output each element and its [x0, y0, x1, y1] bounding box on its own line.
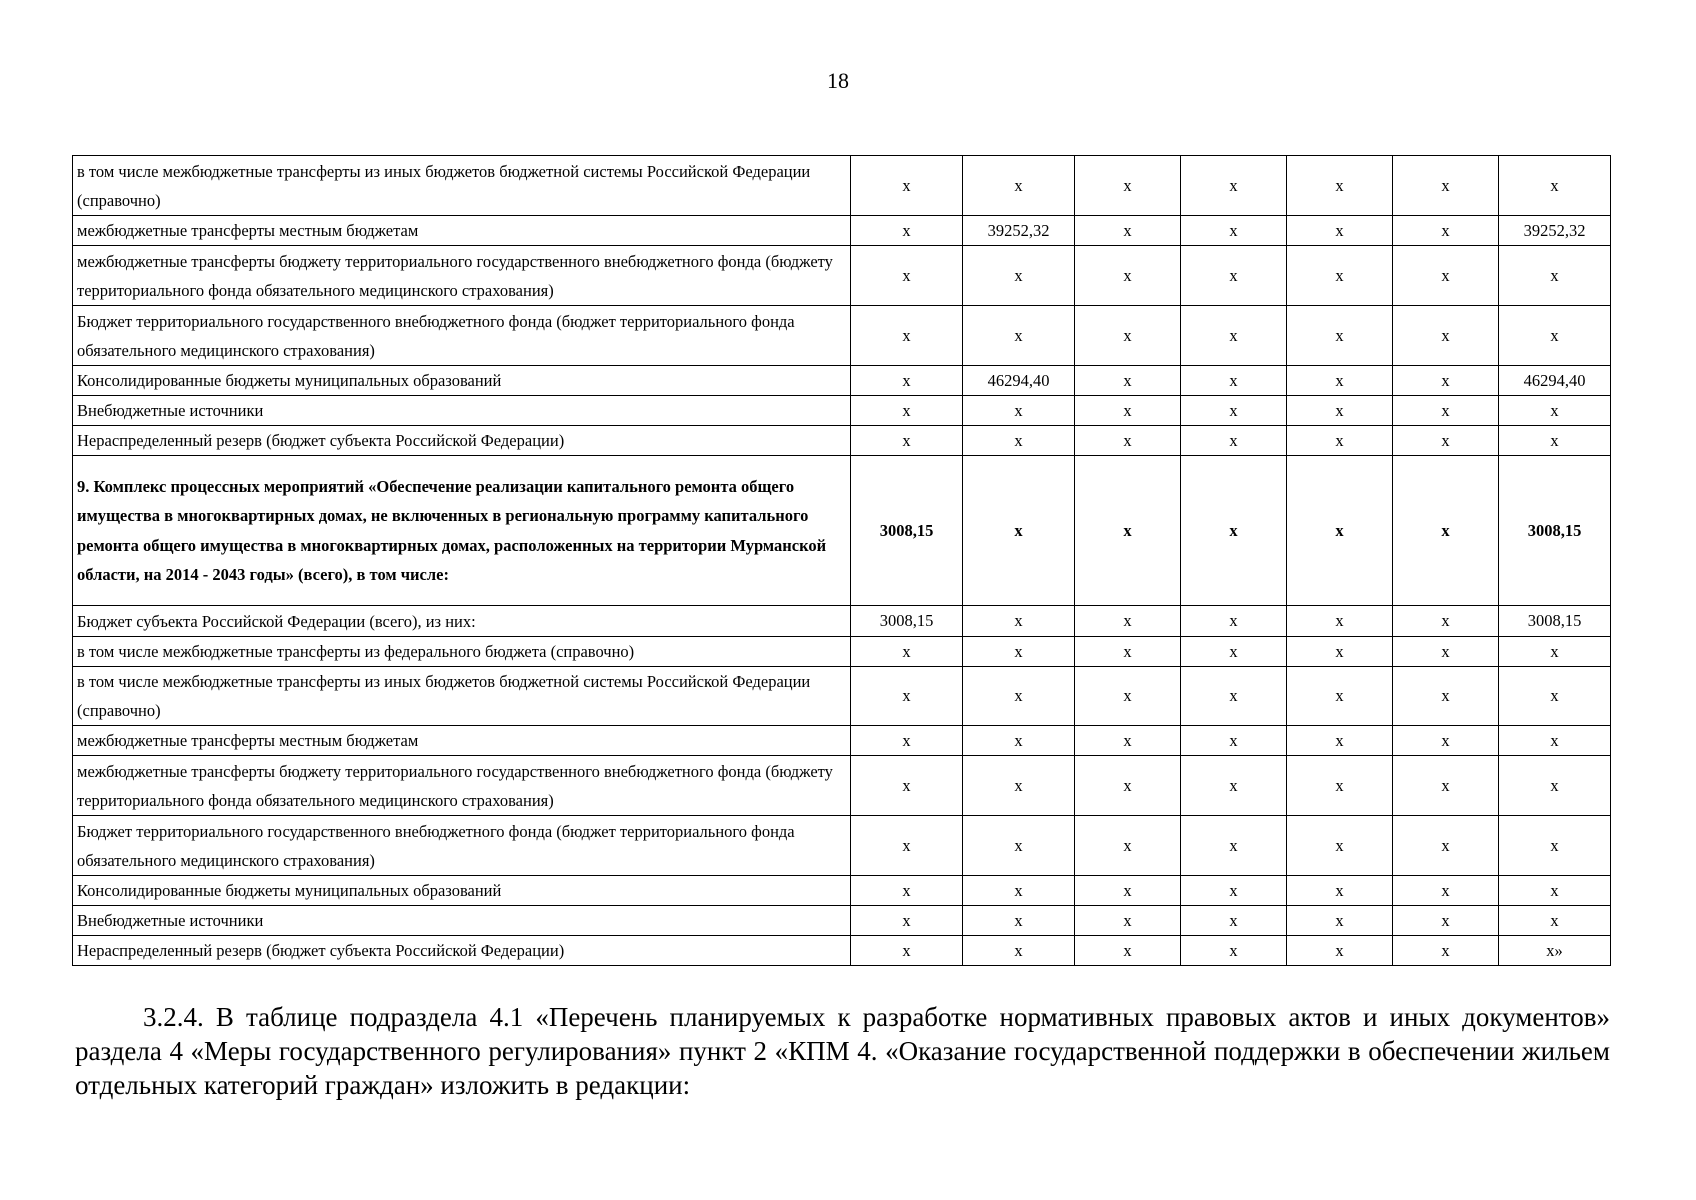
value-cell: x: [851, 816, 963, 876]
table-row: [73, 756, 1611, 816]
value-cell: x: [1287, 667, 1393, 726]
value-cell: 39252,32: [1499, 216, 1611, 246]
value-cell: x: [963, 396, 1075, 426]
row-name-cell: Внебюджетные источники: [73, 396, 851, 426]
value-cell: x: [1181, 637, 1287, 667]
row-name-cell: межбюджетные трансферты местным бюджетам: [73, 726, 851, 756]
value-cell: x: [1075, 156, 1181, 216]
value-cell: x: [851, 366, 963, 396]
value-cell: x: [1287, 816, 1393, 876]
value-cell: x: [1393, 906, 1499, 936]
value-cell: x: [1499, 396, 1611, 426]
value-cell: x: [1181, 606, 1287, 637]
table-row: [73, 906, 1611, 936]
value-cell: x: [851, 246, 963, 306]
value-cell: x: [1393, 606, 1499, 637]
value-cell: x: [1499, 426, 1611, 456]
value-cell: x: [1287, 726, 1393, 756]
value-cell: 3008,15: [1499, 606, 1611, 637]
value-cell: x: [1393, 156, 1499, 216]
value-cell: x: [1181, 726, 1287, 756]
row-name-cell: межбюджетные трансферты бюджету территориального государственного внебюджетного фонда (бюджету территориального фонда обязательного медицинского страхования): [73, 246, 851, 306]
value-cell: x: [1181, 156, 1287, 216]
value-cell: 3008,15: [1499, 456, 1611, 606]
value-cell: x: [1287, 426, 1393, 456]
value-cell: x: [1075, 637, 1181, 667]
value-cell: x: [851, 637, 963, 667]
table-row: [73, 667, 1611, 726]
value-cell: x: [1499, 246, 1611, 306]
value-cell: x: [1499, 637, 1611, 667]
row-name-cell: Бюджет территориального государственного внебюджетного фонда (бюджет территориального фонда обязательного медицинского страхования): [73, 306, 851, 366]
row-name-cell: Бюджет субъекта Российской Федерации (всего), из них:: [73, 606, 851, 637]
value-cell: x: [1499, 667, 1611, 726]
table-row: [73, 456, 1611, 606]
row-name-cell: Бюджет территориального государственного внебюджетного фонда (бюджет территориального фонда обязательного медицинского страхования): [73, 816, 851, 876]
table-row: [73, 726, 1611, 756]
value-cell: x: [1181, 816, 1287, 876]
row-name-cell: межбюджетные трансферты бюджету территориального государственного внебюджетного фонда (бюджету территориального фонда обязательного медицинского страхования): [73, 756, 851, 816]
value-cell: x: [851, 156, 963, 216]
value-cell: x: [851, 756, 963, 816]
value-cell: x: [1075, 936, 1181, 966]
table-row: [73, 876, 1611, 906]
value-cell: 46294,40: [1499, 366, 1611, 396]
row-name-cell: в том числе межбюджетные трансферты из федерального бюджета (справочно): [73, 637, 851, 667]
value-cell: x: [1393, 936, 1499, 966]
value-cell: x: [1075, 876, 1181, 906]
value-cell: x: [1287, 906, 1393, 936]
value-cell: x: [1287, 246, 1393, 306]
value-cell: x: [1075, 246, 1181, 306]
value-cell: x: [851, 306, 963, 366]
table-row: [73, 637, 1611, 667]
value-cell: 39252,32: [963, 216, 1075, 246]
table-row: [73, 936, 1611, 966]
row-name-cell: Внебюджетные источники: [73, 906, 851, 936]
value-cell: x: [1075, 606, 1181, 637]
value-cell: x: [1181, 876, 1287, 906]
value-cell: x: [1499, 816, 1611, 876]
row-name-cell: Нераспределенный резерв (бюджет субъекта Российской Федерации): [73, 936, 851, 966]
value-cell: x: [963, 876, 1075, 906]
page-number: 18: [827, 68, 849, 93]
value-cell: x: [963, 667, 1075, 726]
row-name-cell: 9. Комплекс процессных мероприятий «Обеспечение реализации капитального ремонта общего имущества в многоквартирных домах, не включенных в региональную программу капитального ремонта общего имущества в многоквартирных домах, расположенных на территории Мурманской области, на 2014 - 2043 годы» (всего), в том числе:: [73, 456, 851, 606]
value-cell: x: [1287, 756, 1393, 816]
value-cell: x: [1393, 756, 1499, 816]
value-cell: x: [963, 816, 1075, 876]
value-cell: x: [963, 906, 1075, 936]
value-cell: x: [1181, 756, 1287, 816]
value-cell: x: [1393, 667, 1499, 726]
value-cell: x: [851, 216, 963, 246]
body-paragraph: 3.2.4. В таблице подраздела 4.1 «Перечень планируемых к разработке нормативных правовых актов и иных документов» раздела 4 «Меры государственного регулирования» пункт 2 «КПМ 4. «Оказание государственной поддержки в обеспечении жильем отдельных категорий граждан» изложить в редакции:: [75, 1002, 1610, 1100]
value-cell: x: [851, 726, 963, 756]
row-name-cell: Консолидированные бюджеты муниципальных образований: [73, 876, 851, 906]
value-cell: x: [1393, 426, 1499, 456]
value-cell: x: [1287, 306, 1393, 366]
value-cell: x: [1287, 456, 1393, 606]
value-cell: x: [851, 426, 963, 456]
value-cell: x: [1287, 876, 1393, 906]
value-cell: x: [963, 726, 1075, 756]
value-cell: x: [1393, 396, 1499, 426]
value-cell: x: [1181, 936, 1287, 966]
value-cell: x: [1075, 906, 1181, 936]
value-cell: x: [1499, 156, 1611, 216]
value-cell: x: [1075, 456, 1181, 606]
value-cell: x: [851, 396, 963, 426]
value-cell: x: [963, 637, 1075, 667]
value-cell: 46294,40: [963, 366, 1075, 396]
value-cell: x: [1075, 306, 1181, 366]
value-cell: x: [1393, 456, 1499, 606]
row-name-cell: в том числе межбюджетные трансферты из иных бюджетов бюджетной системы Российской Федерации (справочно): [73, 156, 851, 216]
value-cell: x: [1393, 726, 1499, 756]
table-row: [73, 306, 1611, 366]
value-cell: x: [1075, 426, 1181, 456]
value-cell: x: [851, 936, 963, 966]
budget-table: [72, 155, 1611, 966]
value-cell: x: [1287, 936, 1393, 966]
value-cell: x: [1393, 216, 1499, 246]
value-cell: x: [851, 667, 963, 726]
value-cell: x: [1393, 816, 1499, 876]
value-cell: x: [1181, 426, 1287, 456]
value-cell: x: [1075, 667, 1181, 726]
value-cell: x: [1181, 216, 1287, 246]
value-cell: x: [1393, 246, 1499, 306]
value-cell: x: [963, 456, 1075, 606]
table-row: [73, 426, 1611, 456]
value-cell: x: [963, 156, 1075, 216]
value-cell: x: [1393, 306, 1499, 366]
value-cell: x: [1075, 816, 1181, 876]
value-cell: x: [1393, 366, 1499, 396]
row-name-cell: в том числе межбюджетные трансферты из иных бюджетов бюджетной системы Российской Федерации (справочно): [73, 667, 851, 726]
row-name-cell: Консолидированные бюджеты муниципальных образований: [73, 366, 851, 396]
value-cell: x: [1287, 637, 1393, 667]
value-cell: x: [1499, 906, 1611, 936]
value-cell: x: [963, 306, 1075, 366]
table-row: [73, 816, 1611, 876]
value-cell: x: [963, 936, 1075, 966]
value-cell: x: [1181, 366, 1287, 396]
value-cell: x: [1499, 756, 1611, 816]
value-cell: x: [963, 756, 1075, 816]
value-cell: x: [1181, 456, 1287, 606]
value-cell: 3008,15: [851, 606, 963, 637]
table-row: [73, 156, 1611, 216]
value-cell: x: [851, 876, 963, 906]
value-cell: x: [963, 246, 1075, 306]
value-cell: x: [1287, 156, 1393, 216]
value-cell: x: [1499, 876, 1611, 906]
value-cell: x: [1075, 756, 1181, 816]
value-cell: x: [963, 426, 1075, 456]
value-cell: x: [963, 606, 1075, 637]
value-cell: x: [851, 906, 963, 936]
row-name-cell: межбюджетные трансферты местным бюджетам: [73, 216, 851, 246]
value-cell: x: [1287, 606, 1393, 637]
value-cell: x: [1075, 726, 1181, 756]
value-cell: x: [1181, 306, 1287, 366]
value-cell: x: [1181, 246, 1287, 306]
table-row: [73, 246, 1611, 306]
value-cell: x: [1499, 726, 1611, 756]
value-cell: 3008,15: [851, 456, 963, 606]
value-cell: x: [1287, 396, 1393, 426]
table-row: [73, 396, 1611, 426]
value-cell: x: [1075, 216, 1181, 246]
value-cell: x: [1075, 396, 1181, 426]
value-cell: x»: [1499, 936, 1611, 966]
value-cell: x: [1499, 306, 1611, 366]
value-cell: x: [1181, 667, 1287, 726]
value-cell: x: [1181, 906, 1287, 936]
value-cell: x: [1393, 876, 1499, 906]
table-row: [73, 606, 1611, 637]
value-cell: x: [1287, 366, 1393, 396]
value-cell: x: [1287, 216, 1393, 246]
row-name-cell: Нераспределенный резерв (бюджет субъекта Российской Федерации): [73, 426, 851, 456]
value-cell: x: [1075, 366, 1181, 396]
budget-table-body: [73, 156, 1611, 966]
table-row: [73, 216, 1611, 246]
value-cell: x: [1181, 396, 1287, 426]
value-cell: x: [1393, 637, 1499, 667]
table-row: [73, 366, 1611, 396]
